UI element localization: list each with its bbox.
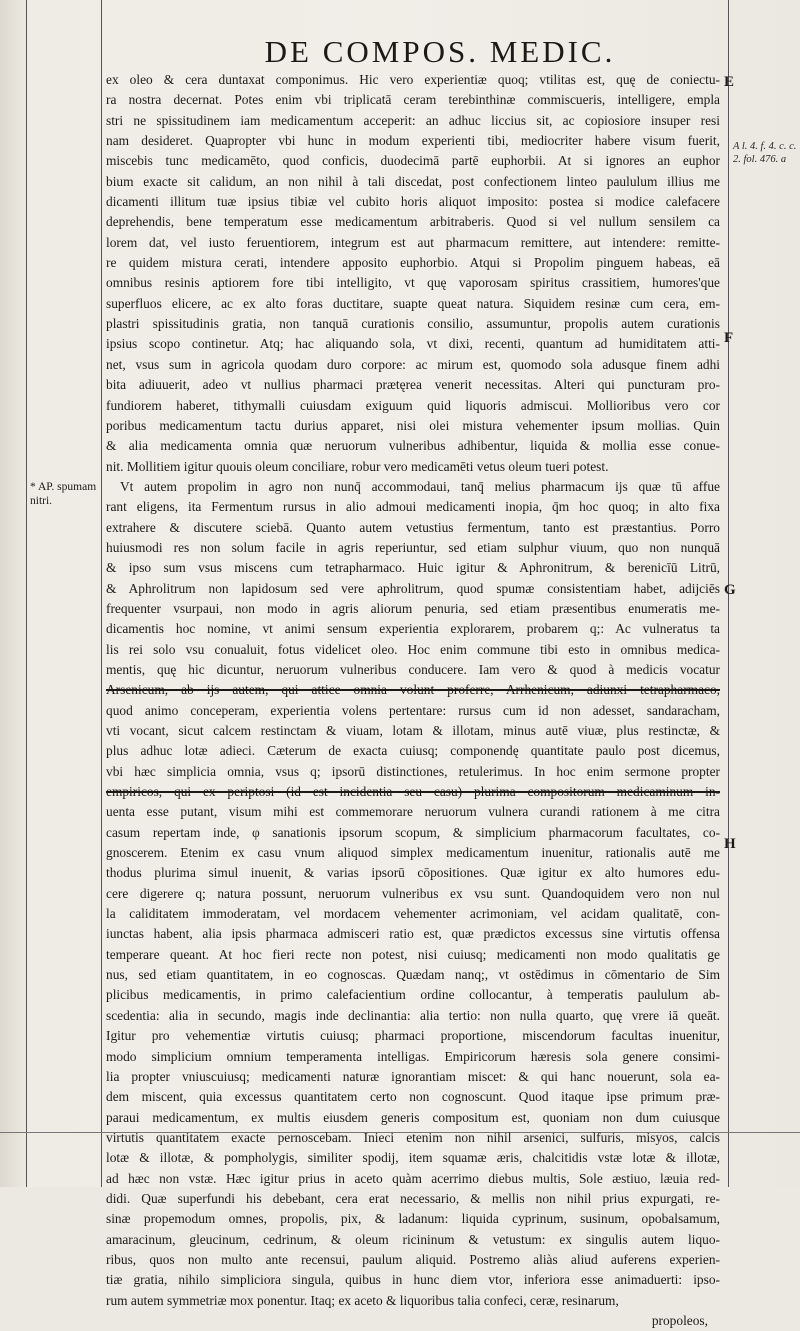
text-line: nus, sed etiam quantitatem, in eo cognoscas. Quædam nanq;, vt ostēdimus in cōmentario de Sim — [106, 967, 720, 983]
left-margin-rule — [26, 0, 27, 1187]
text-line: ra nostra decernat. Potes enim vbi triplicatā ceram terebinthinæ commiscueris, intelligere, empla — [106, 92, 720, 108]
section-letter-f: F — [724, 330, 734, 346]
text-line: temperare queant. At hoc fieri recte non potest, nisi cuiusq; medicamenti non modo qualitatis ge — [106, 946, 720, 962]
text-line: nit. Mollitiem igitur quouis oleum conciliare, robur vero medicamēti vetus oleum tueri potest. — [106, 458, 609, 474]
text-line: iunctas habent, alia ipsis pharmaca admisceri ratio est, quæ prædictos excessus sine virtutis offensa — [106, 926, 720, 942]
text-line: & Aphrolitrum non lapidosum sed vere aphrolitrum, quod spumæ consistentiam habet, adijciēs — [106, 580, 720, 596]
text-line: vti vocant, sicut calcem restinctam & viuam, lotam & illotam, minus autē viuæ, plus restinctæ, & — [106, 723, 720, 738]
text-line: dem miscent, quia excessus quantitatem certo non cognoscunt. Quod itaque ipse primum præ- — [106, 1089, 720, 1105]
text-line: fundiorem haberet, tithymalli cuiusdam exiguum quid liquoris admiscui. Mollioribus vero cor — [106, 397, 720, 413]
text-line: lotæ & illotæ, & pompholygis, similiter spodij, item squamæ æris, chalcitidis vstæ lotæ & illotæ, — [106, 1150, 720, 1166]
margin-reference-right — [733, 140, 797, 166]
text-line: bita adiuuerit, adeo vt nullius pharmaci prætęrea venerit necessitas. Alteri qui puncturam pro- — [106, 377, 720, 393]
text-line: la caliditatem immoderatam, vel mordacem vehementer acrimoniam, vel acidam qualitatē, con- — [106, 906, 720, 922]
text-line: thodus plurima simul inuenit, & varias ipsorū cōpositiones. Quæ igitur ex alto humores edu- — [106, 865, 720, 881]
text-line: Igitur pro vehementiæ virtutis cuiusq; pharmaci proportione, miscendorum facultas inuenitur, — [106, 1028, 720, 1044]
text-line: omnibus resinis aptiorem fore tibi intelligito, vt quę vaporosam spiritus crassitiem, humores'que — [106, 275, 720, 291]
text-line: propoleos, — [651, 1312, 708, 1328]
margin-note-left — [30, 480, 100, 508]
text-line: virtutis quantitatem exacte pernoscebam. Inieci etenim non nihil arsenici, sulfuris, misyos, calcis — [106, 1129, 720, 1145]
text-line: casum repertam inde, φ sanationis ipsorum scopum, & simplicium pharmacorum facultates, co- — [106, 824, 720, 840]
text-line: amaracinum, gleucinum, cedrinum, & oleum ricininum & vetustum: ex singulis autem liquo- — [106, 1231, 720, 1247]
text-line: empiricos, qui ex periptosi (id est incidentia seu casu) plurima compositorum medicaminum in- — [106, 784, 720, 800]
text-line: miscebis tunc medicamēto, quod conficis, duodecimā partē euphorbii. At si ignores an euphor — [106, 153, 720, 169]
text-line: superfluos elicere, ac ex alto foras ductitare, suapte queat natura. Siquidem resinæ cum cera, em- — [106, 295, 720, 311]
text-line: gnoscerem. Etenim ex casu vnum aliquod simplex medicamentum inuenitur, rationalis autē me — [106, 845, 720, 861]
text-line: bium exacte sit calidum, an non nihil à tali discedat, post confectionem linteo paululum illius me — [106, 173, 720, 189]
text-line: uenta esse putant, visum mihi est commemorare neruorum vulnera curandi rationem à me citra — [106, 804, 720, 820]
text-line: sinæ propemodum omnes, propolis, pix, & ladanum: liquida cyprinum, susinum, opobalsamum, — [106, 1211, 720, 1227]
text-line: stri ne spissitudinem iam medicamentum acceperit: an adhuc liccius sit, ac copiosiore insuper resi — [106, 112, 720, 128]
margin-note-line: * AP. spumam — [30, 481, 97, 493]
section-letter-h: H — [724, 836, 736, 852]
text-line: plicibus medicamentis, in primo calefacientium ordine collocantur, à temperatis paululum ab- — [106, 987, 720, 1003]
text-line: extrahere & discutere sciebā. Quanto autem vetustius fermentum, tanto est præstantius. Porro — [106, 519, 720, 535]
text-line: huiusmodi res non solum facile in agris reperiuntur, sed etiam sulphur viuum, quo non nunquā — [106, 539, 720, 555]
text-line: didi. Quæ superfundi his debebant, cera erat necessario, & mellis non nihil prius expurgati, re- — [106, 1190, 720, 1206]
text-line: net, vsus sum in agricola quodam duro corpore: ac mirum est, quomodo sola adusque finem adhi — [106, 356, 720, 372]
text-line: plus adhuc lotæ adieci. Cæterum de exacta cuiusq; componendę quantitate paulo post dicemus, — [106, 743, 720, 759]
text-line: dicamenti illitum tuæ ipsius tibiæ vel cubito horis aliquot imposito: postea si modice calefacere — [106, 194, 720, 210]
text-line: modo simplicium omnium temperamenta intelligas. Empiricorum hæresis sola genere consimi- — [106, 1048, 720, 1064]
text-line: ex oleo & cera duntaxat componimus. Hic vero experientiæ quoq; vtilitas est, quę de coniectu- — [106, 72, 720, 87]
text-line: plastri spissitudinis gratia, non tanquā curationis consilio, assumuntur, propolis autem curationis — [106, 316, 720, 332]
text-line: Vt autem propolim in agro non nunq̄ accommodaui, tanq̄ melius pharmacum ijs quæ tū affue — [120, 478, 720, 494]
body-text — [106, 70, 720, 1331]
text-line: vbi hæc simplicia omnia, vsus q; ipsorū distinctiones, retulerimus. In hoc enim sermone propter — [106, 763, 720, 779]
text-line: scedentia: alia in secundo, magis inde declinantia: alia tertio: non nulla quarto, quę vrere iā queāt. — [106, 1007, 720, 1023]
margin-reference-line: 2. fol. 476. a — [733, 154, 787, 165]
text-line: frequenter vsurpaui, non modo in agris aliorum penuria, sed etiam præsentibus enumeratis me- — [106, 600, 720, 616]
text-line: ad hæc non vstæ. Hæc igitur prius in aceto quàm acerrimo diebus multis, Sole æstiuo, læuia red- — [106, 1170, 720, 1186]
text-line: lorem dat, vel iusto feruentiorem, integrum est aut pharmacum remittere, aut intendere: remitte- — [106, 234, 720, 250]
gutter-rule — [101, 0, 102, 1187]
text-line: paraui medicamentum, ex multis eiusdem generis compositum est, quoniam non dum cuiusque — [106, 1109, 720, 1125]
text-line: quod animo conceperam, experientia volens pertentare: rursus cum id non adesset, sandaracham, — [106, 702, 720, 718]
text-line: rum autem symmetriæ mox ponentur. Itaq; ex aceto & liquoribus talia confeci, ceræ, resinarum, — [106, 1292, 619, 1308]
text-line: mentis, quę hic dicuntur, neruorum vulneribus conducere. Iam vero & quod à medicis vocatur — [106, 661, 720, 677]
text-line: deprehendis, bene temperatum esse medicamentum arbitraberis. Quod si vel nullum sensilem ca — [106, 214, 720, 230]
section-letter-g: G — [724, 582, 736, 598]
text-line: dicamentis hoc nomine, vt animi sensum experientia explorarem, probarem q;: Ac vulneratus ta — [106, 621, 720, 637]
text-line: poribus medicamentum tactu durius apparet, nisi olei mistura vehementer ipsum mollias. Quin — [106, 417, 720, 433]
text-line: ipsius scopo continetur. Atq; hac aliquando sola, vt dixi, recenti, quantum ad humiditatem atti- — [106, 336, 720, 352]
text-line: & alia medicamenta omnia quæ neruorum vulneribus adhibentur, liquida & mollia esse conue- — [106, 438, 720, 454]
text-line: nam desideret. Quapropter vbi hunc in modum experienti tibi, mediocriter habere visum fuerit, — [106, 133, 720, 149]
margin-note-line: nitri. — [30, 495, 53, 507]
text-line: re quidem mistura cerati, intendere apposito euphorbio. Atqui si Propolim pinguem habeas, eā — [106, 255, 720, 271]
text-line: cere digerere q; natura possunt, neruorum vulneribus ex vsu sunt. Quandoquidem vero non nul — [106, 885, 720, 901]
text-line: lis rei solo vsu conualuit, fotus videlicet oleo. Hoc enim commune tibi esto in omnibus medica- — [106, 641, 720, 657]
text-line: tiæ gratia, nihilo simpliciora singula, quibus in hunc diem vtor, inferiora esse animaduerti: ipso- — [106, 1272, 720, 1288]
section-letter-e: E — [724, 74, 735, 90]
text-line: ribus, quos non multo ante recensui, paulum aliquid. Postremo aliàs aliud auferens experien- — [106, 1251, 720, 1267]
text-line: Arsenicum, ab ijs autem, qui attice omnia volunt proferre, Arrhenicum, adiunxi tetrapharmaco, — [106, 682, 720, 698]
text-line: & ipso sum vsus miscens cum tetrapharmaco. Huic igitur & Aphronitrum, & berenicīū Litrū, — [106, 560, 720, 576]
margin-reference-line: A l. 4. f. 4. c. c. — [733, 141, 797, 152]
running-head: DE COMPOS. MEDIC. — [264, 34, 616, 69]
text-line: rant eligens, ita Fermentum rursus in alio admoui medicamenti inopia, q̄m hoc quoq; in alto fixa — [106, 499, 720, 515]
text-line: lia propter vniuscuiusq; medicamenti naturæ ignorantiam miscet: & qui hanc nouerunt, sola ea- — [106, 1068, 720, 1084]
